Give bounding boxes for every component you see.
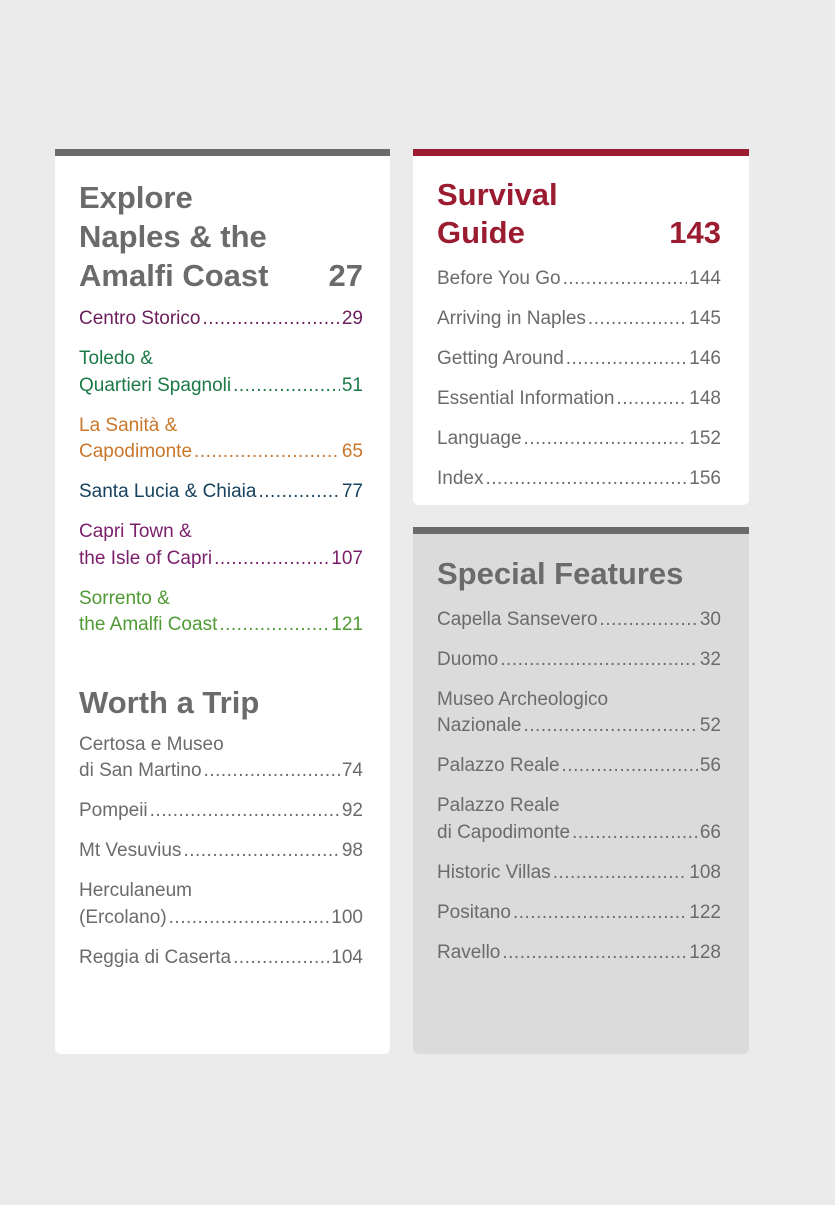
entry-row bbox=[437, 713, 721, 740]
page-number: 128 bbox=[689, 941, 721, 963]
page-number: 148 bbox=[689, 387, 721, 409]
page-number: 92 bbox=[341, 800, 363, 821]
toc-entry-caserta[interactable] bbox=[79, 945, 363, 972]
entry-row bbox=[79, 479, 363, 506]
toc-entry-getting-around[interactable] bbox=[437, 346, 721, 373]
toc-entry-historic-villas[interactable] bbox=[437, 860, 721, 887]
toc-entry-pompeii[interactable] bbox=[79, 798, 363, 825]
entry-label-line1: Palazzo Reale bbox=[437, 795, 560, 816]
page-number: 66 bbox=[699, 821, 721, 843]
entry-row bbox=[79, 373, 363, 400]
entry-label: Ravello bbox=[437, 941, 501, 963]
entry-row bbox=[437, 753, 721, 780]
entry-row bbox=[437, 346, 721, 373]
page-number: 56 bbox=[699, 755, 721, 776]
toc-entry-certosa[interactable] bbox=[79, 732, 363, 785]
dot-leader bbox=[566, 346, 688, 373]
special-features-title: Special Features bbox=[437, 556, 684, 591]
toc-entry-herculaneum[interactable] bbox=[79, 878, 363, 931]
entry-label: Mt Vesuvius bbox=[79, 840, 182, 861]
worth-a-trip-title: Worth a Trip bbox=[79, 684, 260, 720]
dot-leader bbox=[169, 905, 330, 932]
entry-label: Historic Villas bbox=[437, 861, 551, 883]
entry-label: Language bbox=[437, 427, 522, 449]
entry-row bbox=[437, 647, 721, 674]
entry-label-line1: La Sanità & bbox=[79, 414, 178, 436]
toc-entry-essential-info[interactable] bbox=[437, 386, 721, 413]
page-number: 145 bbox=[689, 307, 721, 329]
page-number: 146 bbox=[689, 347, 721, 369]
page-number: 98 bbox=[341, 840, 363, 861]
toc-entry-toledo[interactable] bbox=[79, 346, 363, 399]
entry-row bbox=[79, 546, 363, 573]
entry-row bbox=[437, 940, 721, 967]
dot-leader bbox=[233, 373, 340, 400]
survival-guide-page: 143 bbox=[669, 215, 721, 250]
entry-label: Capodimonte bbox=[79, 441, 193, 462]
entry-label: (Ercolano) bbox=[79, 906, 167, 928]
dot-leader bbox=[588, 306, 687, 333]
entry-label-line1: Herculaneum bbox=[79, 880, 192, 901]
entry-label: Getting Around bbox=[437, 347, 564, 369]
toc-entry-capodimonte[interactable] bbox=[437, 793, 721, 846]
entry-label-line1: Capri Town & bbox=[79, 521, 192, 542]
page-number: 32 bbox=[699, 648, 721, 670]
toc-entry-positano[interactable] bbox=[437, 900, 721, 927]
dot-leader bbox=[219, 612, 329, 639]
dot-leader bbox=[233, 945, 329, 972]
explore-panel bbox=[55, 149, 390, 1054]
toc-entry-vesuvius[interactable] bbox=[79, 838, 363, 865]
dot-leader bbox=[616, 386, 687, 413]
entry-row bbox=[79, 945, 363, 972]
dot-leader bbox=[202, 306, 339, 333]
entry-row bbox=[437, 900, 721, 927]
entry-row bbox=[437, 860, 721, 887]
dot-leader bbox=[572, 820, 698, 847]
toc-entry-duomo[interactable] bbox=[437, 647, 721, 674]
page-number: 121 bbox=[331, 614, 363, 635]
entry-label-line1: Museo Archeologico bbox=[437, 688, 609, 710]
survival-guide-title: Survival Guide 143 bbox=[437, 177, 721, 250]
toc-entry-la-sanita[interactable] bbox=[79, 413, 363, 466]
toc-entry-arriving[interactable] bbox=[437, 306, 721, 333]
entry-label-line1: Toledo & bbox=[79, 348, 153, 369]
page-number: 30 bbox=[699, 608, 721, 630]
dot-leader bbox=[183, 838, 339, 865]
dot-leader bbox=[524, 426, 688, 453]
special-features-panel bbox=[413, 527, 749, 1054]
dot-leader bbox=[485, 466, 687, 493]
entry-row bbox=[79, 798, 363, 825]
entry-label: Index bbox=[437, 467, 484, 489]
entry-label: Positano bbox=[437, 901, 511, 923]
dot-leader bbox=[258, 479, 339, 506]
toc-entry-centro-storico[interactable] bbox=[79, 306, 363, 333]
entry-label: Capella Sansevero bbox=[437, 608, 598, 630]
entry-label: Palazzo Reale bbox=[437, 755, 560, 776]
dot-leader bbox=[150, 798, 340, 825]
page-number: 107 bbox=[331, 547, 363, 569]
toc-entry-sorrento[interactable] bbox=[79, 586, 363, 639]
dot-leader bbox=[600, 607, 698, 634]
entry-row bbox=[437, 466, 721, 493]
dot-leader bbox=[214, 546, 329, 573]
toc-entry-museo-archeologico[interactable] bbox=[437, 687, 721, 740]
entry-row bbox=[437, 607, 721, 634]
entry-label: Nazionale bbox=[437, 715, 522, 736]
entry-row bbox=[437, 306, 721, 333]
entry-label: Santa Lucia & Chiaia bbox=[79, 481, 257, 502]
explore-page: 27 bbox=[328, 258, 363, 293]
entry-row bbox=[79, 439, 363, 466]
page-number: 51 bbox=[341, 374, 363, 396]
entry-label: Pompeii bbox=[79, 800, 148, 821]
page-number: 152 bbox=[689, 427, 721, 449]
entry-row bbox=[437, 820, 721, 847]
toc-entry-index[interactable] bbox=[437, 466, 721, 493]
entry-label: the Isle of Capri bbox=[79, 547, 213, 569]
entry-label-line1: Certosa e Museo bbox=[79, 733, 224, 755]
page-number: 144 bbox=[689, 267, 721, 289]
toc-entry-before-you-go[interactable] bbox=[437, 266, 721, 293]
entry-label: Quartieri Spagnoli bbox=[79, 374, 232, 396]
entry-row bbox=[79, 306, 363, 333]
dot-leader bbox=[562, 753, 698, 780]
entry-label: Duomo bbox=[437, 648, 499, 670]
dot-leader bbox=[524, 713, 698, 740]
page-number: 65 bbox=[341, 441, 363, 462]
page-number: 100 bbox=[331, 906, 363, 928]
entry-label: di Capodimonte bbox=[437, 821, 571, 843]
page-number: 74 bbox=[341, 760, 363, 781]
entry-row bbox=[79, 905, 363, 932]
toc-entry-ravello[interactable] bbox=[437, 940, 721, 967]
dot-leader bbox=[563, 266, 688, 293]
entry-row bbox=[437, 426, 721, 453]
toc-entry-language[interactable] bbox=[437, 426, 721, 453]
entry-row bbox=[437, 386, 721, 413]
dot-leader bbox=[204, 758, 340, 785]
dot-leader bbox=[502, 940, 687, 967]
entry-label: Before You Go bbox=[437, 267, 561, 289]
explore-title: Explore Naples & the Amalfi Coast 27 bbox=[79, 180, 363, 293]
entry-label: Reggia di Caserta bbox=[79, 946, 232, 968]
entry-label: Centro Storico bbox=[79, 308, 201, 329]
entry-row bbox=[79, 758, 363, 785]
entry-row bbox=[79, 838, 363, 865]
page-number: 29 bbox=[341, 308, 363, 329]
entry-label: Essential Information bbox=[437, 387, 615, 409]
entry-label: di San Martino bbox=[79, 760, 202, 781]
survival-guide-panel bbox=[413, 149, 749, 505]
page-number: 108 bbox=[689, 861, 721, 883]
entry-label: the Amalfi Coast bbox=[79, 614, 218, 635]
page-number: 156 bbox=[689, 467, 721, 489]
toc-entry-sansevero[interactable] bbox=[437, 607, 721, 634]
dot-leader bbox=[553, 860, 688, 887]
entry-row bbox=[79, 612, 363, 639]
entry-row bbox=[437, 266, 721, 293]
dot-leader bbox=[500, 647, 698, 674]
toc-entry-palazzo-reale[interactable] bbox=[437, 753, 721, 780]
page-number: 52 bbox=[699, 715, 721, 736]
toc-entry-capri[interactable] bbox=[79, 519, 363, 572]
toc-entry-santa-lucia[interactable] bbox=[79, 479, 363, 506]
dot-leader bbox=[194, 439, 340, 466]
page-number: 122 bbox=[689, 901, 721, 923]
page-number: 104 bbox=[331, 946, 363, 968]
entry-label-line1: Sorrento & bbox=[79, 587, 170, 609]
entry-label: Arriving in Naples bbox=[437, 307, 586, 329]
dot-leader bbox=[513, 900, 687, 927]
page-number: 77 bbox=[341, 481, 363, 502]
